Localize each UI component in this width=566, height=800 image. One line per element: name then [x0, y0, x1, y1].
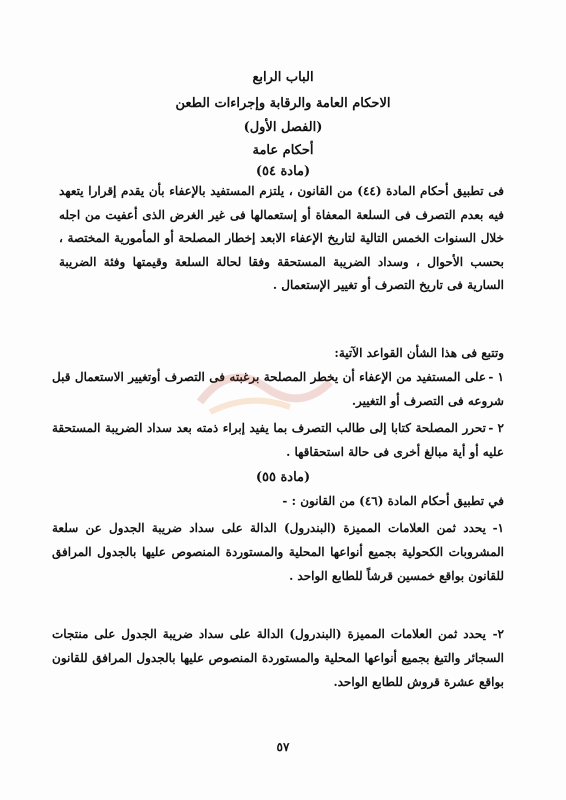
item-number: ٢- — [492, 627, 504, 641]
article-55-title: (مادة ٥٥) — [255, 470, 311, 485]
item-number: ١ - — [488, 370, 504, 384]
article-54-paragraph: فى تطبيق أحكام المادة (٤٤) من القانون ، يلتزم المستفيد بالإعفاء بأن يقدم إقرارا يتعهد فيه بعدم التصرف فى السلعة المعفاة أو إستعمالها فى غير الغرض الذى أعفيت من اجله خلال السنوات الخمس التالية لتاريخ الإعفاء الابعد إخطار المصلحة أو المأمورية المختصة ، بحسب الأحوال ، وسداد الضريبة المستحقة وفقا لحالة السلعة وقيمتها وفئة الضريبة السارية فى تاريخ التصرف أو تغيير الإستعمال . — [59, 184, 504, 292]
page-number: ٥٧ — [276, 740, 290, 754]
section-heading: (الفصل الأول) — [243, 120, 323, 135]
chapter-heading: الباب الرابع — [252, 70, 314, 85]
item-number: ١- — [492, 521, 504, 535]
item-text: على المستفيد من الإعفاء أن يخطر المصلحة برغبته فى التصرف أوتغيير الاستعمال قبل شروعه فى التصرف أو التغيير. — [52, 370, 504, 408]
chapter-subtitle: الاحكام العامة والرقابة وإجراءات الطعن — [175, 96, 391, 111]
article-55-item-1 — [52, 516, 504, 588]
item-text: يحدد ثمن العلامات المميزة (البندرول) الدالة على سداد ضريبة الجدول على منتجات السجائر والتبغ بجميع أنواعها المحلية والمستوردة المنصوص عليها بالجدول المرافق للقانون بواقع عشرة قروش للطابع الواحد. — [52, 627, 505, 689]
article-54-item-2 — [52, 416, 504, 464]
item-number: ٢ - — [488, 421, 504, 435]
article-55-intro: في تطبيق أحكام المادة (٤٦) من القانون : - — [282, 494, 504, 508]
article-54-item-1 — [52, 365, 504, 413]
section-title: أحكام عامة — [252, 143, 314, 158]
item-text: تحرر المصلحة كتابا إلى طالب التصرف بما يفيد إبراء ذمته بعد سداد الضريبة المستحقة عليه أو أية مبالغ أخرى فى حالة استحقاقها . — [52, 421, 504, 459]
article-54-title: (مادة ٥٤) — [255, 164, 311, 179]
article-55-item-2 — [52, 622, 504, 694]
item-text: يحدد ثمن العلامات المميزة (البندرول) الدالة على سداد ضريبة الجدول عن سلعة المشروبات الكحولية بجميع أنواعها المحلية والمستوردة المنصوص عليها بالجدول المرافق للقانون بواقع خمسين قرشاً للطابع الواحد . — [52, 521, 504, 583]
rules-intro: وتتبع فى هذا الشأن القواعد الآتية: — [334, 346, 504, 360]
